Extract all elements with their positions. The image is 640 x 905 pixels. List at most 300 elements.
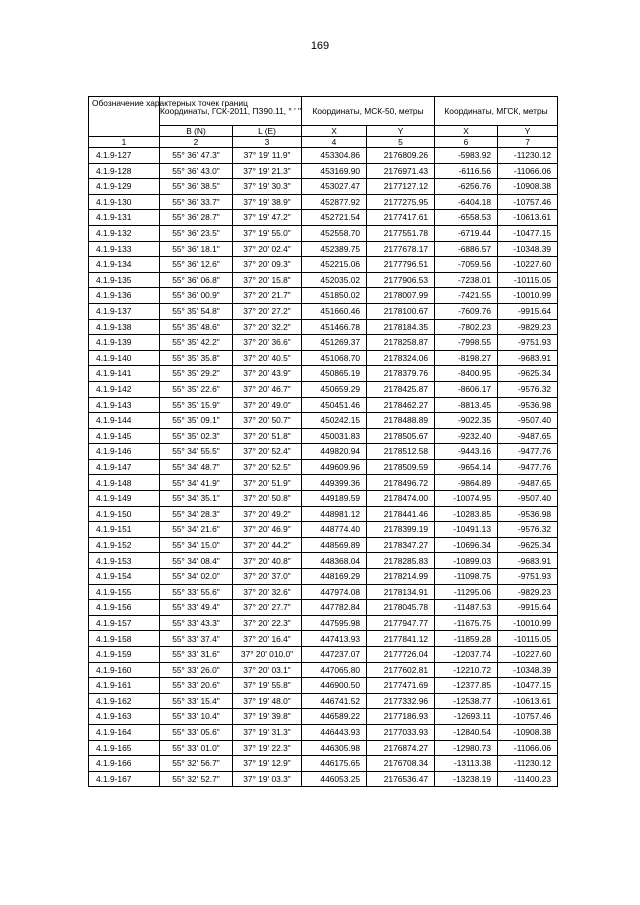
- table-row: [89, 194, 558, 210]
- gsk-b-cell: 55° 35' 15.9": [160, 397, 233, 413]
- table-row: [89, 553, 558, 569]
- point-id-cell: 4.1.9-164: [89, 724, 160, 740]
- gsk-l-cell: 37° 20' 40.8": [233, 553, 302, 569]
- mgsk-y-cell: -9625.34: [498, 537, 558, 553]
- mgsk-y-cell: -9507.40: [498, 491, 558, 507]
- gsk-b-cell: 55° 36' 38.5": [160, 179, 233, 195]
- point-id-cell: 4.1.9-146: [89, 444, 160, 460]
- msk-x-cell: 452389.75: [302, 241, 367, 257]
- msk-y-cell: 2177332.96: [367, 693, 435, 709]
- mgsk-y-cell: -10010.99: [498, 615, 558, 631]
- msk-y-cell: 2178134.91: [367, 584, 435, 600]
- gsk-b-cell: 55° 33' 20.6": [160, 678, 233, 694]
- header-msk-y: Y: [367, 126, 435, 137]
- msk-x-cell: 448981.12: [302, 506, 367, 522]
- msk-x-cell: 447065.80: [302, 662, 367, 678]
- table-row: [89, 740, 558, 756]
- mgsk-y-cell: -9576.32: [498, 381, 558, 397]
- mgsk-x-cell: -7609.76: [435, 303, 498, 319]
- gsk-l-cell: 37° 20' 37.0": [233, 569, 302, 585]
- mgsk-x-cell: -12210.72: [435, 662, 498, 678]
- msk-y-cell: 2178512.58: [367, 444, 435, 460]
- gsk-b-cell: 55° 35' 54.8": [160, 303, 233, 319]
- column-number: 5: [367, 137, 435, 148]
- table-row: [89, 335, 558, 351]
- gsk-l-cell: 37° 20' 49.0": [233, 397, 302, 413]
- mgsk-y-cell: -9829.23: [498, 319, 558, 335]
- gsk-l-cell: 37° 20' 52.5": [233, 459, 302, 475]
- gsk-b-cell: 55° 33' 31.6": [160, 647, 233, 663]
- point-id-cell: 4.1.9-149: [89, 491, 160, 507]
- point-id-cell: 4.1.9-147: [89, 459, 160, 475]
- mgsk-x-cell: -12693.11: [435, 709, 498, 725]
- mgsk-y-cell: -11066.06: [498, 163, 558, 179]
- mgsk-x-cell: -6256.76: [435, 179, 498, 195]
- mgsk-x-cell: -10899.03: [435, 553, 498, 569]
- gsk-b-cell: 55° 36' 12.6": [160, 257, 233, 273]
- mgsk-y-cell: -11230.12: [498, 148, 558, 164]
- table-row: [89, 522, 558, 538]
- table-row: [89, 537, 558, 553]
- gsk-b-cell: 55° 35' 09.1": [160, 413, 233, 429]
- msk-x-cell: 450242.15: [302, 413, 367, 429]
- table-row: [89, 319, 558, 335]
- point-id-cell: 4.1.9-159: [89, 647, 160, 663]
- gsk-l-cell: 37° 19' 55.0": [233, 225, 302, 241]
- msk-y-cell: 2176971.43: [367, 163, 435, 179]
- msk-x-cell: 448774.40: [302, 522, 367, 538]
- point-id-cell: 4.1.9-133: [89, 241, 160, 257]
- mgsk-x-cell: -8400.95: [435, 366, 498, 382]
- mgsk-x-cell: -10491.13: [435, 522, 498, 538]
- msk-x-cell: 452035.02: [302, 272, 367, 288]
- mgsk-y-cell: -9477.76: [498, 444, 558, 460]
- table-row: [89, 397, 558, 413]
- msk-y-cell: 2178347.27: [367, 537, 435, 553]
- gsk-l-cell: 37° 20' 16.4": [233, 631, 302, 647]
- header-mgsk-y: Y: [498, 126, 558, 137]
- gsk-l-cell: 37° 19' 38.9": [233, 194, 302, 210]
- point-id-cell: 4.1.9-153: [89, 553, 160, 569]
- mgsk-x-cell: -8198.27: [435, 350, 498, 366]
- gsk-b-cell: 55° 33' 26.0": [160, 662, 233, 678]
- mgsk-y-cell: -9915.64: [498, 600, 558, 616]
- point-id-cell: 4.1.9-156: [89, 600, 160, 616]
- mgsk-x-cell: -6719.44: [435, 225, 498, 241]
- point-id-cell: 4.1.9-129: [89, 179, 160, 195]
- msk-y-cell: 2177726.04: [367, 647, 435, 663]
- page-number: 169: [310, 40, 330, 52]
- mgsk-x-cell: -11295.06: [435, 584, 498, 600]
- mgsk-y-cell: -10010.99: [498, 288, 558, 304]
- msk-y-cell: 2178399.19: [367, 522, 435, 538]
- gsk-b-cell: 55° 35' 22.6": [160, 381, 233, 397]
- point-id-cell: 4.1.9-127: [89, 148, 160, 164]
- msk-y-cell: 2177471.69: [367, 678, 435, 694]
- point-id-cell: 4.1.9-131: [89, 210, 160, 226]
- mgsk-y-cell: -9576.32: [498, 522, 558, 538]
- gsk-b-cell: 55° 35' 02.3": [160, 428, 233, 444]
- gsk-b-cell: 55° 36' 00.9": [160, 288, 233, 304]
- mgsk-y-cell: -9477.76: [498, 459, 558, 475]
- gsk-b-cell: 55° 33' 37.4": [160, 631, 233, 647]
- gsk-l-cell: 37° 20' 32.6": [233, 584, 302, 600]
- mgsk-y-cell: -10115.05: [498, 272, 558, 288]
- mgsk-x-cell: -12377.85: [435, 678, 498, 694]
- msk-x-cell: 450659.29: [302, 381, 367, 397]
- mgsk-y-cell: -10757.46: [498, 709, 558, 725]
- mgsk-y-cell: -9536.98: [498, 506, 558, 522]
- mgsk-y-cell: -10227.60: [498, 257, 558, 273]
- mgsk-y-cell: -10613.61: [498, 693, 558, 709]
- msk-y-cell: 2178214.99: [367, 569, 435, 585]
- mgsk-y-cell: -9683.91: [498, 350, 558, 366]
- mgsk-y-cell: -10348.39: [498, 241, 558, 257]
- msk-x-cell: 448368.04: [302, 553, 367, 569]
- gsk-l-cell: 37° 20' 02.4": [233, 241, 302, 257]
- msk-y-cell: 2178285.83: [367, 553, 435, 569]
- gsk-b-cell: 55° 34' 35.1": [160, 491, 233, 507]
- msk-x-cell: 446741.52: [302, 693, 367, 709]
- gsk-l-cell: 37° 20' 46.7": [233, 381, 302, 397]
- point-id-cell: 4.1.9-132: [89, 225, 160, 241]
- mgsk-x-cell: -9864.89: [435, 475, 498, 491]
- gsk-b-cell: 55° 34' 41.9": [160, 475, 233, 491]
- msk-y-cell: 2178007.99: [367, 288, 435, 304]
- gsk-l-cell: 37° 20' 40.5": [233, 350, 302, 366]
- mgsk-x-cell: -9654.14: [435, 459, 498, 475]
- msk-y-cell: 2178462.27: [367, 397, 435, 413]
- msk-x-cell: 448169.29: [302, 569, 367, 585]
- table-row: [89, 288, 558, 304]
- msk-y-cell: 2177275.95: [367, 194, 435, 210]
- msk-y-cell: 2177033.93: [367, 724, 435, 740]
- gsk-l-cell: 37° 19' 31.3": [233, 724, 302, 740]
- table-row: [89, 225, 558, 241]
- header-msk-coordinates: Координаты, МСК-50, метры: [302, 97, 435, 126]
- mgsk-y-cell: -10477.15: [498, 225, 558, 241]
- gsk-l-cell: 37° 19' 12.9": [233, 756, 302, 772]
- point-id-cell: 4.1.9-141: [89, 366, 160, 382]
- mgsk-y-cell: -9751.93: [498, 569, 558, 585]
- column-number: 3: [233, 137, 302, 148]
- gsk-b-cell: 55° 34' 48.7": [160, 459, 233, 475]
- msk-y-cell: 2178509.59: [367, 459, 435, 475]
- table-row: [89, 631, 558, 647]
- table-row: [89, 693, 558, 709]
- msk-y-cell: 2178425.87: [367, 381, 435, 397]
- mgsk-x-cell: -10074.95: [435, 491, 498, 507]
- gsk-l-cell: 37° 19' 47.2": [233, 210, 302, 226]
- gsk-l-cell: 37° 20' 52.4": [233, 444, 302, 460]
- point-id-cell: 4.1.9-128: [89, 163, 160, 179]
- msk-x-cell: 446443.93: [302, 724, 367, 740]
- gsk-l-cell: 37° 20' 51.9": [233, 475, 302, 491]
- gsk-l-cell: 37° 19' 22.3": [233, 740, 302, 756]
- header-gsk-coordinates: Координаты, ГСК-2011, ПЗ90.11, ° ' ": [160, 97, 302, 126]
- gsk-l-cell: 37° 20' 43.9": [233, 366, 302, 382]
- point-id-cell: 4.1.9-136: [89, 288, 160, 304]
- header-mgsk-coordinates: Координаты, МГСК, метры: [435, 97, 558, 126]
- mgsk-y-cell: -11230.12: [498, 756, 558, 772]
- msk-x-cell: 453027.47: [302, 179, 367, 195]
- gsk-l-cell: 37° 20' 010.0": [233, 647, 302, 663]
- mgsk-y-cell: -10227.60: [498, 647, 558, 663]
- msk-y-cell: 2176874.27: [367, 740, 435, 756]
- gsk-l-cell: 37° 19' 55.8": [233, 678, 302, 694]
- msk-y-cell: 2176809.26: [367, 148, 435, 164]
- gsk-l-cell: 37° 20' 50.7": [233, 413, 302, 429]
- gsk-b-cell: 55° 34' 15.0": [160, 537, 233, 553]
- msk-x-cell: 451068.70: [302, 350, 367, 366]
- mgsk-y-cell: -9915.64: [498, 303, 558, 319]
- point-id-cell: 4.1.9-150: [89, 506, 160, 522]
- mgsk-x-cell: -11859.28: [435, 631, 498, 647]
- table-row: [89, 756, 558, 772]
- table-row: [89, 413, 558, 429]
- mgsk-y-cell: -10348.39: [498, 662, 558, 678]
- gsk-l-cell: 37° 20' 27.7": [233, 600, 302, 616]
- table-row: [89, 584, 558, 600]
- msk-x-cell: 451269.37: [302, 335, 367, 351]
- mgsk-y-cell: -9507.40: [498, 413, 558, 429]
- gsk-b-cell: 55° 33' 15.4": [160, 693, 233, 709]
- msk-y-cell: 2177947.77: [367, 615, 435, 631]
- gsk-l-cell: 37° 20' 50.8": [233, 491, 302, 507]
- gsk-l-cell: 37° 20' 21.7": [233, 288, 302, 304]
- column-number: 2: [160, 137, 233, 148]
- msk-y-cell: 2177551.78: [367, 225, 435, 241]
- gsk-l-cell: 37° 20' 09.3": [233, 257, 302, 273]
- table-row: [89, 148, 558, 164]
- mgsk-y-cell: -10613.61: [498, 210, 558, 226]
- point-id-cell: 4.1.9-160: [89, 662, 160, 678]
- table-header: [89, 97, 558, 148]
- table-row: [89, 569, 558, 585]
- gsk-b-cell: 55° 33' 55.6": [160, 584, 233, 600]
- point-id-cell: 4.1.9-144: [89, 413, 160, 429]
- msk-y-cell: 2178324.06: [367, 350, 435, 366]
- gsk-b-cell: 55° 33' 43.3": [160, 615, 233, 631]
- msk-x-cell: 452215.06: [302, 257, 367, 273]
- msk-y-cell: 2178496.72: [367, 475, 435, 491]
- table-row: [89, 709, 558, 725]
- msk-y-cell: 2178045.78: [367, 600, 435, 616]
- gsk-l-cell: 37° 19' 11.9": [233, 148, 302, 164]
- mgsk-x-cell: -11675.75: [435, 615, 498, 631]
- gsk-l-cell: 37° 20' 49.2": [233, 506, 302, 522]
- table-row: [89, 444, 558, 460]
- point-id-cell: 4.1.9-135: [89, 272, 160, 288]
- mgsk-y-cell: -10908.38: [498, 179, 558, 195]
- mgsk-y-cell: -9683.91: [498, 553, 558, 569]
- mgsk-y-cell: -10477.15: [498, 678, 558, 694]
- point-id-cell: 4.1.9-138: [89, 319, 160, 335]
- msk-y-cell: 2177796.51: [367, 257, 435, 273]
- gsk-b-cell: 55° 33' 10.4": [160, 709, 233, 725]
- gsk-l-cell: 37° 20' 03.1": [233, 662, 302, 678]
- gsk-b-cell: 55° 34' 28.3": [160, 506, 233, 522]
- table-row: [89, 647, 558, 663]
- msk-x-cell: 446053.25: [302, 771, 367, 787]
- mgsk-x-cell: -11098.75: [435, 569, 498, 585]
- gsk-b-cell: 55° 36' 28.7": [160, 210, 233, 226]
- gsk-b-cell: 55° 34' 02.0": [160, 569, 233, 585]
- msk-x-cell: 449820.94: [302, 444, 367, 460]
- mgsk-y-cell: -9536.98: [498, 397, 558, 413]
- msk-y-cell: 2178505.67: [367, 428, 435, 444]
- msk-y-cell: 2177906.53: [367, 272, 435, 288]
- column-number: 1: [89, 137, 160, 148]
- point-id-cell: 4.1.9-143: [89, 397, 160, 413]
- msk-x-cell: 451850.02: [302, 288, 367, 304]
- point-id-cell: 4.1.9-167: [89, 771, 160, 787]
- column-number: 7: [498, 137, 558, 148]
- point-id-cell: 4.1.9-152: [89, 537, 160, 553]
- msk-y-cell: 2177417.61: [367, 210, 435, 226]
- table-row: [89, 459, 558, 475]
- table-row: [89, 366, 558, 382]
- mgsk-y-cell: -11400.23: [498, 771, 558, 787]
- msk-y-cell: 2178474.00: [367, 491, 435, 507]
- msk-x-cell: 450865.19: [302, 366, 367, 382]
- header-point-designation: Обозначение характерных точек границ: [89, 97, 160, 137]
- mgsk-y-cell: -11066.06: [498, 740, 558, 756]
- msk-x-cell: 452721.54: [302, 210, 367, 226]
- msk-x-cell: 451660.46: [302, 303, 367, 319]
- mgsk-x-cell: -7421.55: [435, 288, 498, 304]
- table-row: [89, 350, 558, 366]
- msk-x-cell: 447974.08: [302, 584, 367, 600]
- table-row: [89, 662, 558, 678]
- msk-x-cell: 450451.46: [302, 397, 367, 413]
- mgsk-x-cell: -6116.56: [435, 163, 498, 179]
- point-id-cell: 4.1.9-165: [89, 740, 160, 756]
- gsk-l-cell: 37° 19' 03.3": [233, 771, 302, 787]
- mgsk-x-cell: -7802.23: [435, 319, 498, 335]
- mgsk-x-cell: -12840.54: [435, 724, 498, 740]
- point-id-cell: 4.1.9-155: [89, 584, 160, 600]
- msk-x-cell: 448569.89: [302, 537, 367, 553]
- gsk-b-cell: 55° 36' 43.0": [160, 163, 233, 179]
- table-row: [89, 179, 558, 195]
- mgsk-x-cell: -9022.35: [435, 413, 498, 429]
- table-row: [89, 724, 558, 740]
- gsk-l-cell: 37° 20' 36.6": [233, 335, 302, 351]
- msk-y-cell: 2178100.67: [367, 303, 435, 319]
- mgsk-x-cell: -8606.17: [435, 381, 498, 397]
- gsk-b-cell: 55° 33' 49.4": [160, 600, 233, 616]
- table-row: [89, 475, 558, 491]
- mgsk-x-cell: -7998.55: [435, 335, 498, 351]
- point-id-cell: 4.1.9-158: [89, 631, 160, 647]
- mgsk-x-cell: -13113.38: [435, 756, 498, 772]
- gsk-b-cell: 55° 35' 42.2": [160, 335, 233, 351]
- column-number-row: [89, 137, 558, 148]
- table-row: [89, 163, 558, 179]
- mgsk-x-cell: -7059.56: [435, 257, 498, 273]
- msk-x-cell: 451466.78: [302, 319, 367, 335]
- gsk-l-cell: 37° 19' 21.3": [233, 163, 302, 179]
- mgsk-y-cell: -9829.23: [498, 584, 558, 600]
- gsk-b-cell: 55° 36' 33.7": [160, 194, 233, 210]
- point-id-cell: 4.1.9-145: [89, 428, 160, 444]
- mgsk-x-cell: -10283.85: [435, 506, 498, 522]
- table-row: [89, 272, 558, 288]
- point-id-cell: 4.1.9-137: [89, 303, 160, 319]
- header-gsk-l: L (E): [233, 126, 302, 137]
- msk-x-cell: 446175.65: [302, 756, 367, 772]
- table-row: [89, 428, 558, 444]
- table-row: [89, 678, 558, 694]
- msk-y-cell: 2178184.35: [367, 319, 435, 335]
- msk-y-cell: 2177678.17: [367, 241, 435, 257]
- point-id-cell: 4.1.9-166: [89, 756, 160, 772]
- point-id-cell: 4.1.9-142: [89, 381, 160, 397]
- mgsk-x-cell: -8813.45: [435, 397, 498, 413]
- msk-x-cell: 446589.22: [302, 709, 367, 725]
- mgsk-x-cell: -12538.77: [435, 693, 498, 709]
- gsk-b-cell: 55° 35' 29.2": [160, 366, 233, 382]
- gsk-b-cell: 55° 32' 56.7": [160, 756, 233, 772]
- msk-y-cell: 2177186.93: [367, 709, 435, 725]
- gsk-b-cell: 55° 36' 47.3": [160, 148, 233, 164]
- gsk-b-cell: 55° 33' 01.0": [160, 740, 233, 756]
- mgsk-x-cell: -12980.73: [435, 740, 498, 756]
- gsk-b-cell: 55° 34' 08.4": [160, 553, 233, 569]
- mgsk-x-cell: -9443.16: [435, 444, 498, 460]
- msk-y-cell: 2178379.76: [367, 366, 435, 382]
- header-msk-x: X: [302, 126, 367, 137]
- gsk-l-cell: 37° 20' 44.2": [233, 537, 302, 553]
- mgsk-x-cell: -11487.53: [435, 600, 498, 616]
- gsk-b-cell: 55° 35' 35.8": [160, 350, 233, 366]
- msk-y-cell: 2178441.46: [367, 506, 435, 522]
- mgsk-x-cell: -6404.18: [435, 194, 498, 210]
- msk-x-cell: 447237.07: [302, 647, 367, 663]
- table-row: [89, 771, 558, 787]
- gsk-b-cell: 55° 36' 06.8": [160, 272, 233, 288]
- mgsk-y-cell: -9487.65: [498, 428, 558, 444]
- msk-y-cell: 2177127.12: [367, 179, 435, 195]
- gsk-b-cell: 55° 33' 05.6": [160, 724, 233, 740]
- mgsk-y-cell: -10757.46: [498, 194, 558, 210]
- gsk-b-cell: 55° 36' 18.1": [160, 241, 233, 257]
- msk-y-cell: 2177841.12: [367, 631, 435, 647]
- mgsk-x-cell: -7238.01: [435, 272, 498, 288]
- msk-y-cell: 2176536.47: [367, 771, 435, 787]
- point-id-cell: 4.1.9-148: [89, 475, 160, 491]
- gsk-b-cell: 55° 35' 48.6": [160, 319, 233, 335]
- mgsk-x-cell: -5983.92: [435, 148, 498, 164]
- header-gsk-b: B (N): [160, 126, 233, 137]
- column-number: 6: [435, 137, 498, 148]
- msk-x-cell: 452558.70: [302, 225, 367, 241]
- point-id-cell: 4.1.9-151: [89, 522, 160, 538]
- mgsk-x-cell: -13238.19: [435, 771, 498, 787]
- table-row: [89, 600, 558, 616]
- table-row: [89, 491, 558, 507]
- msk-y-cell: 2176708.34: [367, 756, 435, 772]
- msk-y-cell: 2178258.87: [367, 335, 435, 351]
- gsk-l-cell: 37° 20' 46.9": [233, 522, 302, 538]
- table-row: [89, 615, 558, 631]
- table-row: [89, 303, 558, 319]
- gsk-l-cell: 37° 20' 51.8": [233, 428, 302, 444]
- msk-x-cell: 453304.86: [302, 148, 367, 164]
- gsk-l-cell: 37° 20' 27.2": [233, 303, 302, 319]
- point-id-cell: 4.1.9-162: [89, 693, 160, 709]
